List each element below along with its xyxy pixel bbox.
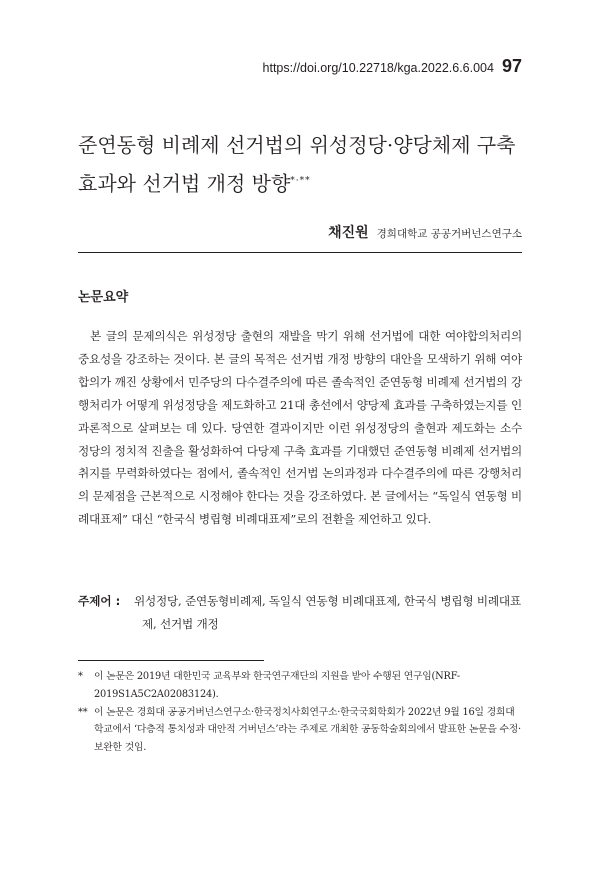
footnote-1 xyxy=(78,668,522,704)
footnote-1-mark: * xyxy=(78,671,83,682)
footnote-2-mark: ** xyxy=(78,706,88,718)
title-line-2: 효과와 선거법 개정 방향 xyxy=(78,172,291,197)
abstract-body: 본 글의 문제의식은 위성정당 출현의 재발을 막기 위해 선거법에 대한 여야합의처리의 중요성을 강조하는 것이다. 본 글의 목적은 선거법 개정 방향의 대안을 모색하기 위해 여야합의가 깨진 상황에서 민주당의 다수결주의에 따른 졸속적인 준연동형 비례제 선거법의 강행처리가 어떻게 위성정당을 제도화하고 21대 총선에서 양당제 효과를 구축하였는지를 인과론적으로 살펴보는 데 있다. 당연한 결과이지만 이런 위성정당의 출현과 제도화는 소수정당의 정치적 진출을 활성화하여 다당제 구축 효과를 기대했던 준연동형 비례제 선거법의 취지를 무력화하였다는 점에서, 졸속적인 선거법 논의과정과 다수결주의에 따른 강행처리의 문제점을 근본적으로 시정해야 한다는 것을 강조하였다. 본 글에서는 “독일식 연동형 비례대표제” 대신 “한국식 병립형 비례대표제”로의 전환을 제언하고 있다. xyxy=(78,329,522,527)
paper-title xyxy=(78,127,528,202)
title-divider xyxy=(78,252,522,253)
keywords-label: 주제어 : xyxy=(78,594,121,608)
author-block xyxy=(328,222,522,242)
footnote-2-text: 이 논문은 경희대 공공거버넌스연구소·한국정치사회연구소·한국국회학회가 2022년 9월 16일 경희대학교에서 ‘다층적 통치성과 대안적 거버넌스’라는 주제로 개최한 공동학술회의에서 발표한 논문을 수정·보완한 것임. xyxy=(94,706,521,754)
keywords-text: 위성정당, 준연동형비례제, 독일식 연동형 비례대표제, 한국식 병립형 비례대표제, 선거법 개정 xyxy=(134,594,521,631)
abstract-heading: 논문요약 xyxy=(78,290,129,305)
doi-link[interactable]: https://doi.org/10.22718/kga.2022.6.6.004 xyxy=(262,61,494,75)
footnote-divider xyxy=(78,660,264,661)
keywords-block xyxy=(78,590,522,635)
footnote-1-text: 이 논문은 2019년 대한민국 교육부와 한국연구재단의 지원을 받아 수행된 연구임(NRF-2019S1A5C2A02083124). xyxy=(94,671,460,700)
footnote-2 xyxy=(78,704,522,757)
page-number: 97 xyxy=(501,56,522,76)
title-line-1: 준연동형 비례제 선거법의 위성정당·양당체제 구축 xyxy=(78,133,516,158)
running-header xyxy=(263,56,522,77)
author-name: 채진원 xyxy=(328,225,369,241)
footnotes xyxy=(78,668,522,757)
title-footnote-mark: *·** xyxy=(290,176,311,187)
author-affiliation: 경희대학교 공공거버넌스연구소 xyxy=(376,228,522,240)
